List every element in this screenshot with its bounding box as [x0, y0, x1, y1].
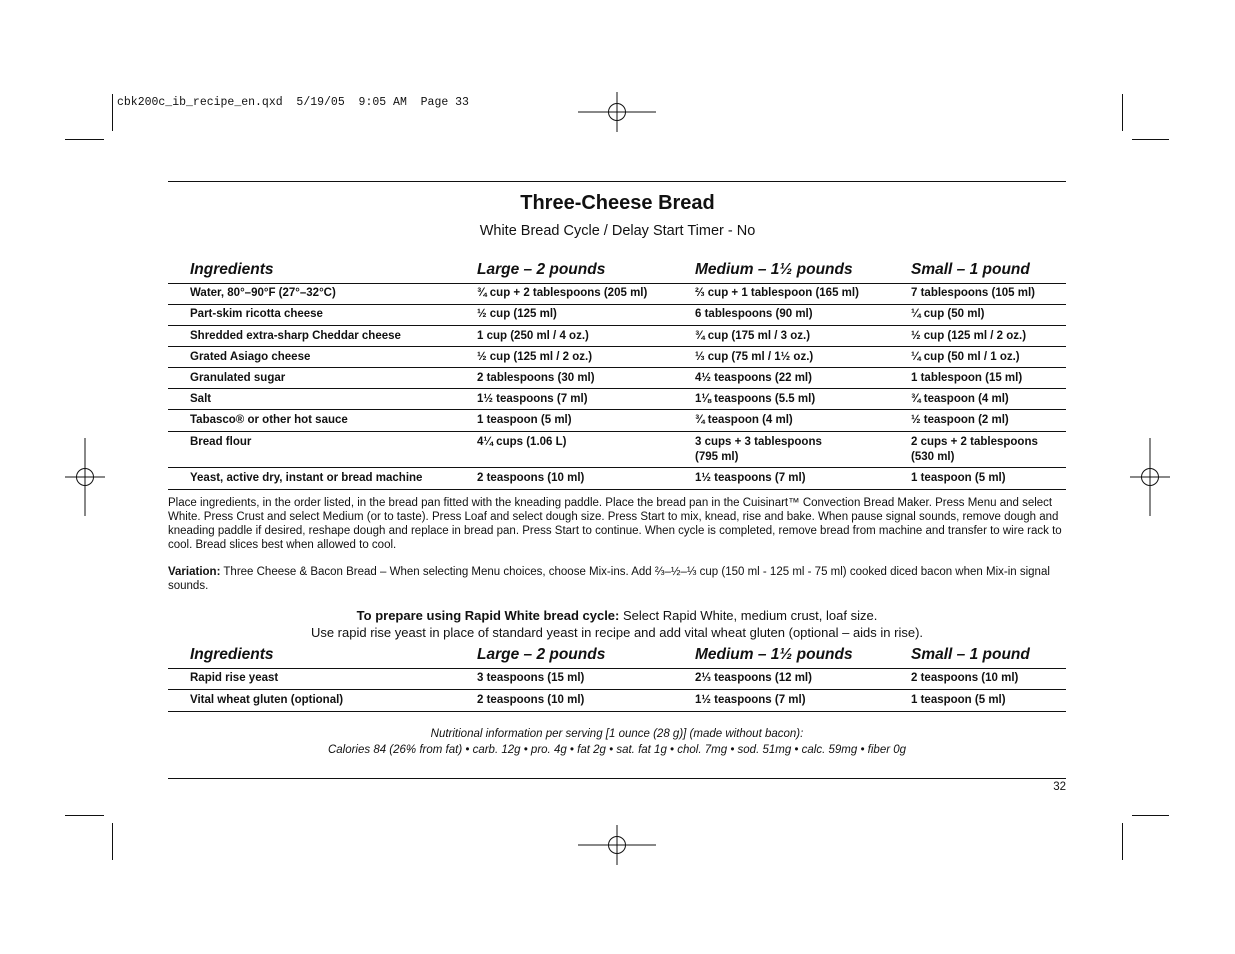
registration-mark-icon [578, 825, 656, 865]
ingredient-cell: Shredded extra-sharp Cheddar cheese [190, 330, 401, 342]
column-header: Large – 2 pounds [477, 646, 606, 663]
medium-cell: 1½ teaspoons (7 ml) [695, 472, 806, 484]
table-rule [168, 431, 1066, 432]
small-cell: 2 teaspoons (10 ml) [911, 672, 1019, 684]
small-cell: ½ cup (125 ml / 2 oz.) [911, 330, 1027, 342]
large-cell: ¾ cup + 2 tablespoons (205 ml) [477, 287, 648, 299]
ingredient-cell: Bread flour [190, 436, 252, 448]
crop-mark [65, 815, 104, 816]
medium-cell: 6 tablespoons (90 ml) [695, 308, 813, 320]
table-rule [168, 283, 1066, 284]
small-cell: 2 cups + 2 tablespoons (530 ml) [911, 436, 1038, 463]
nutrition-values: Calories 84 (26% from fat) • carb. 12g • pro. 4g • fat 2g • sat. fat 1g • chol. 7mg • sod. 51mg • calc. 59mg • fiber 0g [327, 744, 907, 756]
table-rule [168, 409, 1066, 410]
table-rule [168, 711, 1066, 712]
ingredient-cell: Granulated sugar [190, 372, 286, 384]
recipe-title: Three-Cheese Bread [520, 192, 715, 214]
ingredient-cell: Yeast, active dry, instant or bread machine [190, 472, 423, 484]
large-cell: 2 tablespoons (30 ml) [477, 372, 595, 384]
crop-mark [1122, 94, 1123, 131]
large-cell: ½ cup (125 ml) [477, 308, 557, 320]
top-rule [168, 181, 1066, 182]
large-cell: ½ cup (125 ml / 2 oz.) [477, 351, 593, 363]
ingredient-cell: Vital wheat gluten (optional) [190, 694, 344, 706]
table-rule [168, 467, 1066, 468]
ingredient-cell: Rapid rise yeast [190, 672, 279, 684]
ingredient-cell: Tabasco® or other hot sauce [190, 414, 348, 426]
table-rule [168, 367, 1066, 368]
variation-paragraph [168, 565, 1068, 593]
large-cell: 1½ teaspoons (7 ml) [477, 393, 588, 405]
ingredient-cell: Water, 80°–90°F (27°–32°C) [190, 287, 336, 299]
bottom-rule [168, 778, 1066, 779]
medium-cell: ¾ cup (175 ml / 3 oz.) [695, 330, 811, 342]
small-cell: 1 tablespoon (15 ml) [911, 372, 1023, 384]
rapid-cycle-text: Select Rapid White, medium crust, loaf size. [619, 608, 878, 623]
print-slug: cbk200c_ib_recipe_en.qxd 5/19/05 9:05 AM Page 33 [117, 96, 469, 109]
rapid-cycle-label: To prepare using Rapid White bread cycle: [356, 608, 620, 623]
table-rule [168, 325, 1066, 326]
table-rule [168, 388, 1066, 389]
large-cell: 3 teaspoons (15 ml) [477, 672, 585, 684]
variation-label: Variation: [168, 566, 221, 578]
table-rule [168, 489, 1066, 490]
medium-cell: 3 cups + 3 tablespoons (795 ml) [695, 436, 822, 463]
small-cell: ¾ teaspoon (4 ml) [911, 393, 1009, 405]
table-rule [168, 689, 1066, 690]
rapid-cycle-note-line2: Use rapid rise yeast in place of standard yeast in recipe and add vital wheat gluten (optional – aids in rise). [310, 625, 924, 640]
column-header: Medium – 1½ pounds [695, 261, 853, 278]
recipe-subtitle: White Bread Cycle / Delay Start Timer - No [479, 223, 756, 239]
crop-mark [1122, 823, 1123, 860]
crop-mark [1132, 139, 1169, 140]
column-header: Small – 1 pound [911, 261, 1030, 278]
crop-mark [112, 823, 113, 860]
small-cell: 1 teaspoon (5 ml) [911, 694, 1006, 706]
medium-cell: 4½ teaspoons (22 ml) [695, 372, 812, 384]
column-header: Large – 2 pounds [477, 261, 606, 278]
crop-mark [1132, 815, 1169, 816]
rapid-cycle-note [168, 607, 1066, 624]
column-header: Ingredients [190, 646, 274, 663]
small-cell: ¼ cup (50 ml) [911, 308, 985, 320]
registration-mark-icon [578, 92, 656, 132]
large-cell: 4¼ cups (1.06 L) [477, 436, 567, 448]
large-cell: 2 teaspoons (10 ml) [477, 472, 585, 484]
nutrition-heading: Nutritional information per serving [1 ounce (28 g)] (made without bacon): [430, 728, 804, 740]
ingredient-cell: Part-skim ricotta cheese [190, 308, 323, 320]
crop-mark [112, 94, 113, 131]
column-header: Medium – 1½ pounds [695, 646, 853, 663]
medium-cell: ¾ teaspoon (4 ml) [695, 414, 793, 426]
medium-cell: ⅔ cup + 1 tablespoon (165 ml) [695, 287, 859, 299]
medium-cell: 1½ teaspoons (7 ml) [695, 694, 806, 706]
medium-cell: 1⅛ teaspoons (5.5 ml) [695, 393, 816, 405]
table-rule [168, 304, 1066, 305]
large-cell: 1 cup (250 ml / 4 oz.) [477, 330, 589, 342]
ingredient-cell: Grated Asiago cheese [190, 351, 311, 363]
registration-mark-icon [1130, 438, 1170, 516]
large-cell: 1 teaspoon (5 ml) [477, 414, 572, 426]
column-header: Small – 1 pound [911, 646, 1030, 663]
page-number: 32 [1053, 781, 1066, 793]
instructions-paragraph: Place ingredients, in the order listed, in the bread pan fitted with the kneading paddle. Place the bread pan in the Cuisinart™ Convection Bread Maker. Press Menu and select White. Press Crust and select Medium (or to taste). Press Loaf and select dough size. Press Start to mix, knead, rise and bake. When pause signal sounds, remove dough and kneading paddle if desired, reshape dough and replace in bread pan. Press Start to continue. When cycle is completed, remove bread from machine and transfer to wire rack to cool. Bread slices best when allowed to cool. [168, 497, 1062, 551]
ingredient-cell: Salt [190, 393, 212, 405]
registration-mark-icon [65, 438, 105, 516]
table-rule [168, 346, 1066, 347]
crop-mark [65, 139, 104, 140]
small-cell: 1 teaspoon (5 ml) [911, 472, 1006, 484]
small-cell: ½ teaspoon (2 ml) [911, 414, 1009, 426]
column-header: Ingredients [190, 261, 274, 278]
medium-cell: 2⅓ teaspoons (12 ml) [695, 672, 812, 684]
medium-cell: ⅓ cup (75 ml / 1½ oz.) [695, 351, 814, 363]
small-cell: 7 tablespoons (105 ml) [911, 287, 1035, 299]
large-cell: 2 teaspoons (10 ml) [477, 694, 585, 706]
table-rule [168, 668, 1066, 669]
variation-text: Three Cheese & Bacon Bread – When selecting Menu choices, choose Mix-ins. Add ⅔–½–⅓ cup (150 ml - 125 ml - 75 ml) cooked diced bacon when Mix-in signal sounds. [168, 566, 1050, 592]
small-cell: ¼ cup (50 ml / 1 oz.) [911, 351, 1020, 363]
